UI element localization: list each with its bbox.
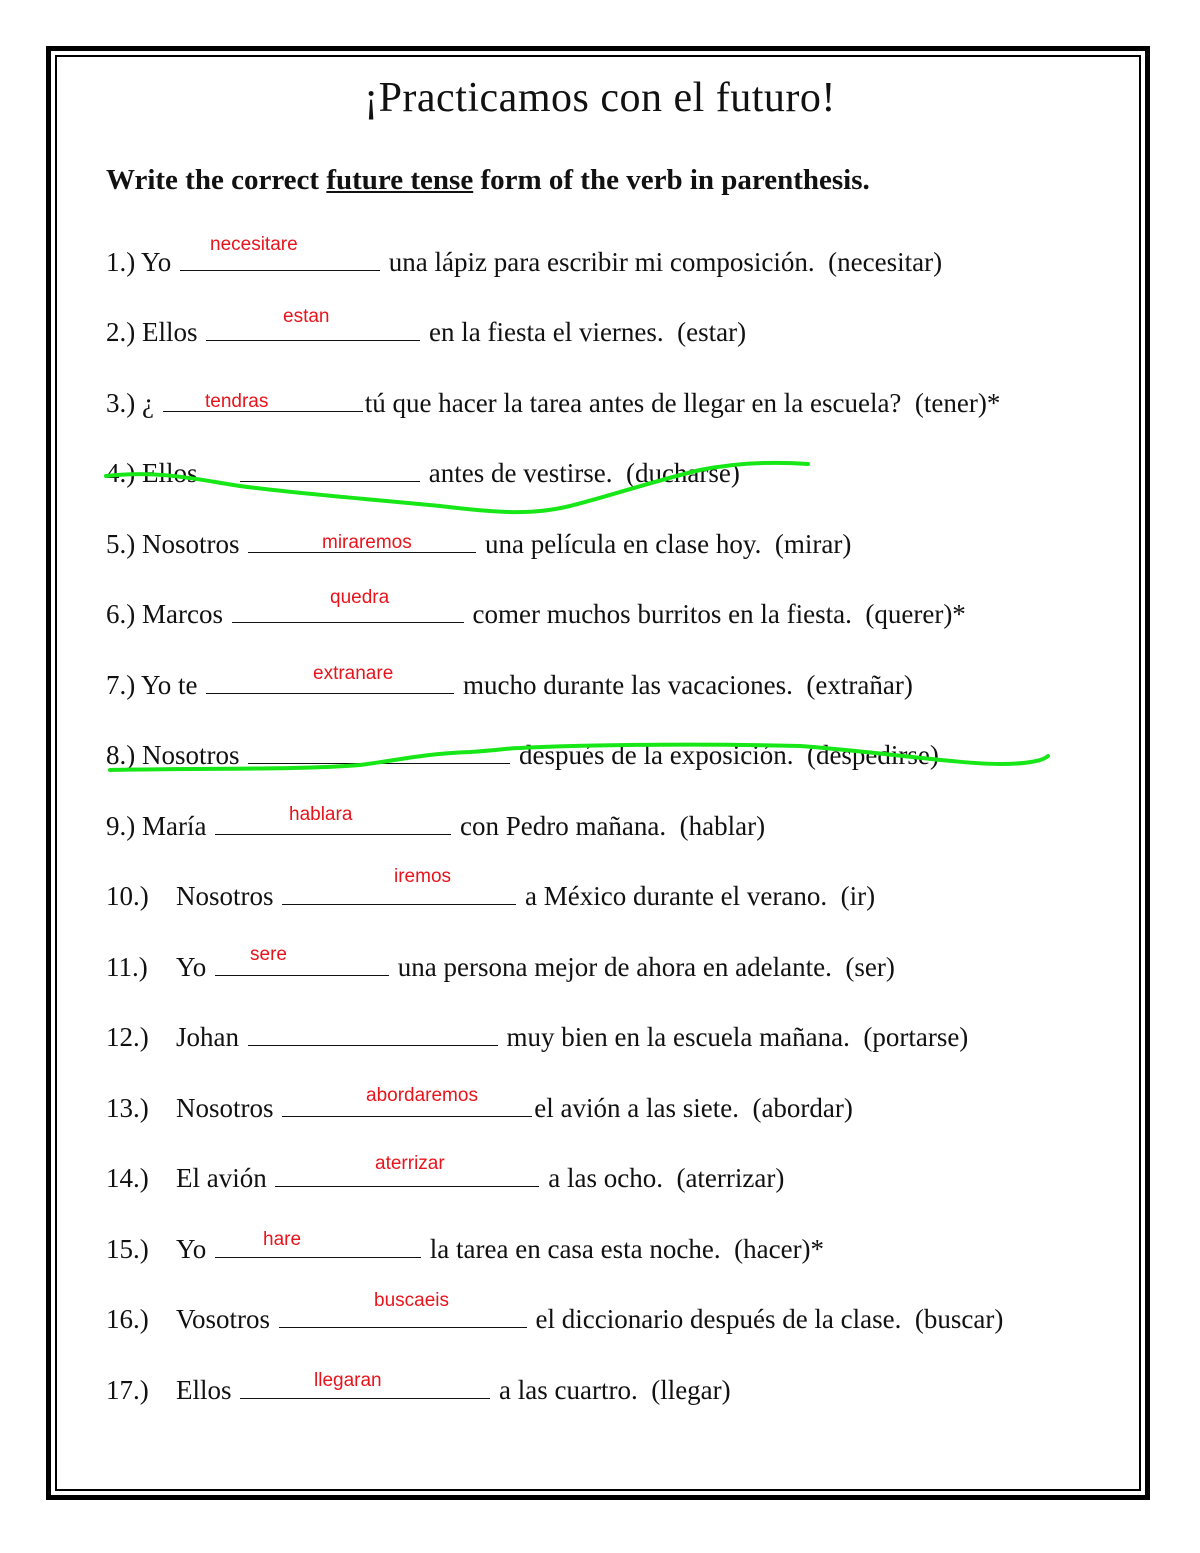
item-number: 6.): [106, 599, 136, 629]
item-verb: (aterrizar): [676, 1163, 785, 1193]
item-sentence: a México durante el verano.: [525, 881, 828, 911]
item-number: 10.): [106, 881, 149, 911]
item-verb: (extrañar): [806, 670, 913, 700]
item-sentence: muy bien en la escuela mañana.: [506, 1022, 850, 1052]
item-verb: (portarse): [863, 1022, 969, 1052]
worksheet-title: ¡Practicamos con el futuro!: [364, 75, 836, 121]
exercise-item-17: [106, 1370, 731, 1410]
item-number: 11.): [106, 952, 148, 982]
instructions-before: Write the correct: [106, 164, 327, 196]
item-sentence: en la fiesta el viernes.: [429, 317, 664, 347]
item-sentence: mucho durante las vacaciones.: [463, 670, 793, 700]
item-subject: Nosotros: [176, 881, 274, 911]
item-verb: (buscar): [914, 1304, 1004, 1334]
item-subject: El avión: [176, 1163, 267, 1193]
item-subject: Yo te: [141, 670, 198, 700]
item-verb: (ir): [840, 881, 876, 911]
item-number: 12.): [106, 1022, 149, 1052]
item-subject: Nosotros: [142, 740, 240, 770]
item-subject: Johan: [176, 1022, 239, 1052]
item-number: 2.): [106, 317, 136, 347]
item-sentence: el diccionario después de la clase.: [535, 1304, 902, 1334]
item-verb: (hacer)*: [734, 1234, 825, 1264]
item-number: 8.): [106, 740, 136, 770]
handwritten-answer: extranare: [313, 663, 394, 684]
handwritten-answer: abordaremos: [366, 1085, 478, 1106]
handwritten-answer: necesitare: [210, 234, 298, 255]
exercise-item-5: [106, 524, 851, 564]
handwritten-answer: hablara: [289, 804, 353, 825]
exercise-item-15: [106, 1229, 824, 1269]
item-number: 1.): [106, 247, 136, 277]
exercise-item-14: [106, 1158, 784, 1198]
exercise-item-6: [106, 594, 966, 634]
item-subject: María: [142, 811, 207, 841]
handwritten-answer: quedra: [330, 587, 390, 608]
handwritten-answer: tendras: [205, 391, 269, 412]
instructions-underlined: future tense: [326, 164, 474, 196]
answer-blank[interactable]: [215, 1231, 421, 1258]
item-number: 14.): [106, 1163, 149, 1193]
item-number: 15.): [106, 1234, 149, 1264]
handwritten-answer: hare: [263, 1229, 302, 1250]
item-verb: (estar): [677, 317, 747, 347]
item-sentence: una lápiz para escribir mi composición.: [388, 247, 815, 277]
item-verb: (llegar): [651, 1375, 731, 1405]
exercise-item-8: [106, 735, 939, 775]
item-sentence: a las cuartro.: [499, 1375, 638, 1405]
exercise-item-11: [106, 947, 895, 987]
item-number: 17.): [106, 1375, 149, 1405]
exercise-item-10: [106, 876, 875, 916]
instructions-after: form of the verb in parenthesis.: [473, 164, 870, 196]
item-number: 4.): [106, 458, 136, 488]
item-subject: ¿: [142, 388, 154, 418]
answer-blank[interactable]: [240, 455, 420, 482]
exercise-item-7: [106, 665, 913, 705]
handwritten-answer: buscaeis: [374, 1290, 449, 1311]
item-sentence: después de la exposición.: [519, 740, 794, 770]
item-sentence: con Pedro mañana.: [459, 811, 667, 841]
item-subject: Yo: [176, 952, 207, 982]
item-sentence: tú que hacer la tarea antes de llegar en la escuela?: [364, 388, 902, 418]
item-subject: Marcos: [142, 599, 223, 629]
item-number: 5.): [106, 529, 136, 559]
exercise-item-9: [106, 806, 765, 846]
item-verb: (necesitar): [828, 247, 943, 277]
exercise-item-4: [106, 453, 740, 493]
item-sentence: una persona mejor de ahora en adelante.: [397, 952, 832, 982]
handwritten-answer: llegaran: [314, 1370, 382, 1391]
handwritten-answer: aterrizar: [375, 1153, 445, 1174]
exercise-item-16: [106, 1299, 1003, 1339]
item-number: 9.): [106, 811, 136, 841]
handwritten-answer: estan: [283, 306, 330, 327]
item-number: 16.): [106, 1304, 149, 1334]
item-number: 7.): [106, 670, 136, 700]
item-number: 3.): [106, 388, 136, 418]
item-subject: Yo: [141, 247, 172, 277]
item-number: 13.): [106, 1093, 149, 1123]
answer-blank[interactable]: [248, 1019, 498, 1046]
item-verb: (tener)*: [914, 388, 1001, 418]
item-sentence: el avión a las siete.: [534, 1093, 739, 1123]
exercise-item-12: [106, 1017, 968, 1057]
instructions: [106, 164, 870, 197]
item-subject: Vosotros: [176, 1304, 271, 1334]
item-verb: (abordar): [752, 1093, 853, 1123]
item-verb: (ser): [845, 952, 895, 982]
handwritten-answer: miraremos: [322, 532, 412, 553]
item-subject: Nosotros: [142, 529, 240, 559]
item-subject: Yo: [176, 1234, 207, 1264]
handwritten-answer: iremos: [394, 866, 452, 887]
handwritten-answer: sere: [250, 944, 287, 965]
item-sentence: comer muchos burritos en la fiesta.: [472, 599, 852, 629]
item-subject: Ellos: [142, 458, 198, 488]
answer-blank[interactable]: [215, 949, 389, 976]
item-subject: Ellos: [176, 1375, 232, 1405]
exercise-item-13: [106, 1088, 853, 1128]
item-sentence: antes de vestirse.: [428, 458, 613, 488]
item-verb: (despedirse): [806, 740, 939, 770]
item-verb: (ducharse): [625, 458, 740, 488]
item-verb: (querer)*: [865, 599, 966, 629]
item-sentence: una película en clase hoy.: [485, 529, 762, 559]
item-sentence: a las ocho.: [548, 1163, 663, 1193]
item-sentence: la tarea en casa esta noche.: [429, 1234, 721, 1264]
item-subject: Ellos: [142, 317, 198, 347]
item-verb: (hablar): [679, 811, 766, 841]
item-verb: (mirar): [774, 529, 852, 559]
exercise-item-2: [106, 312, 746, 352]
answer-blank[interactable]: [248, 737, 510, 764]
item-subject: Nosotros: [176, 1093, 274, 1123]
